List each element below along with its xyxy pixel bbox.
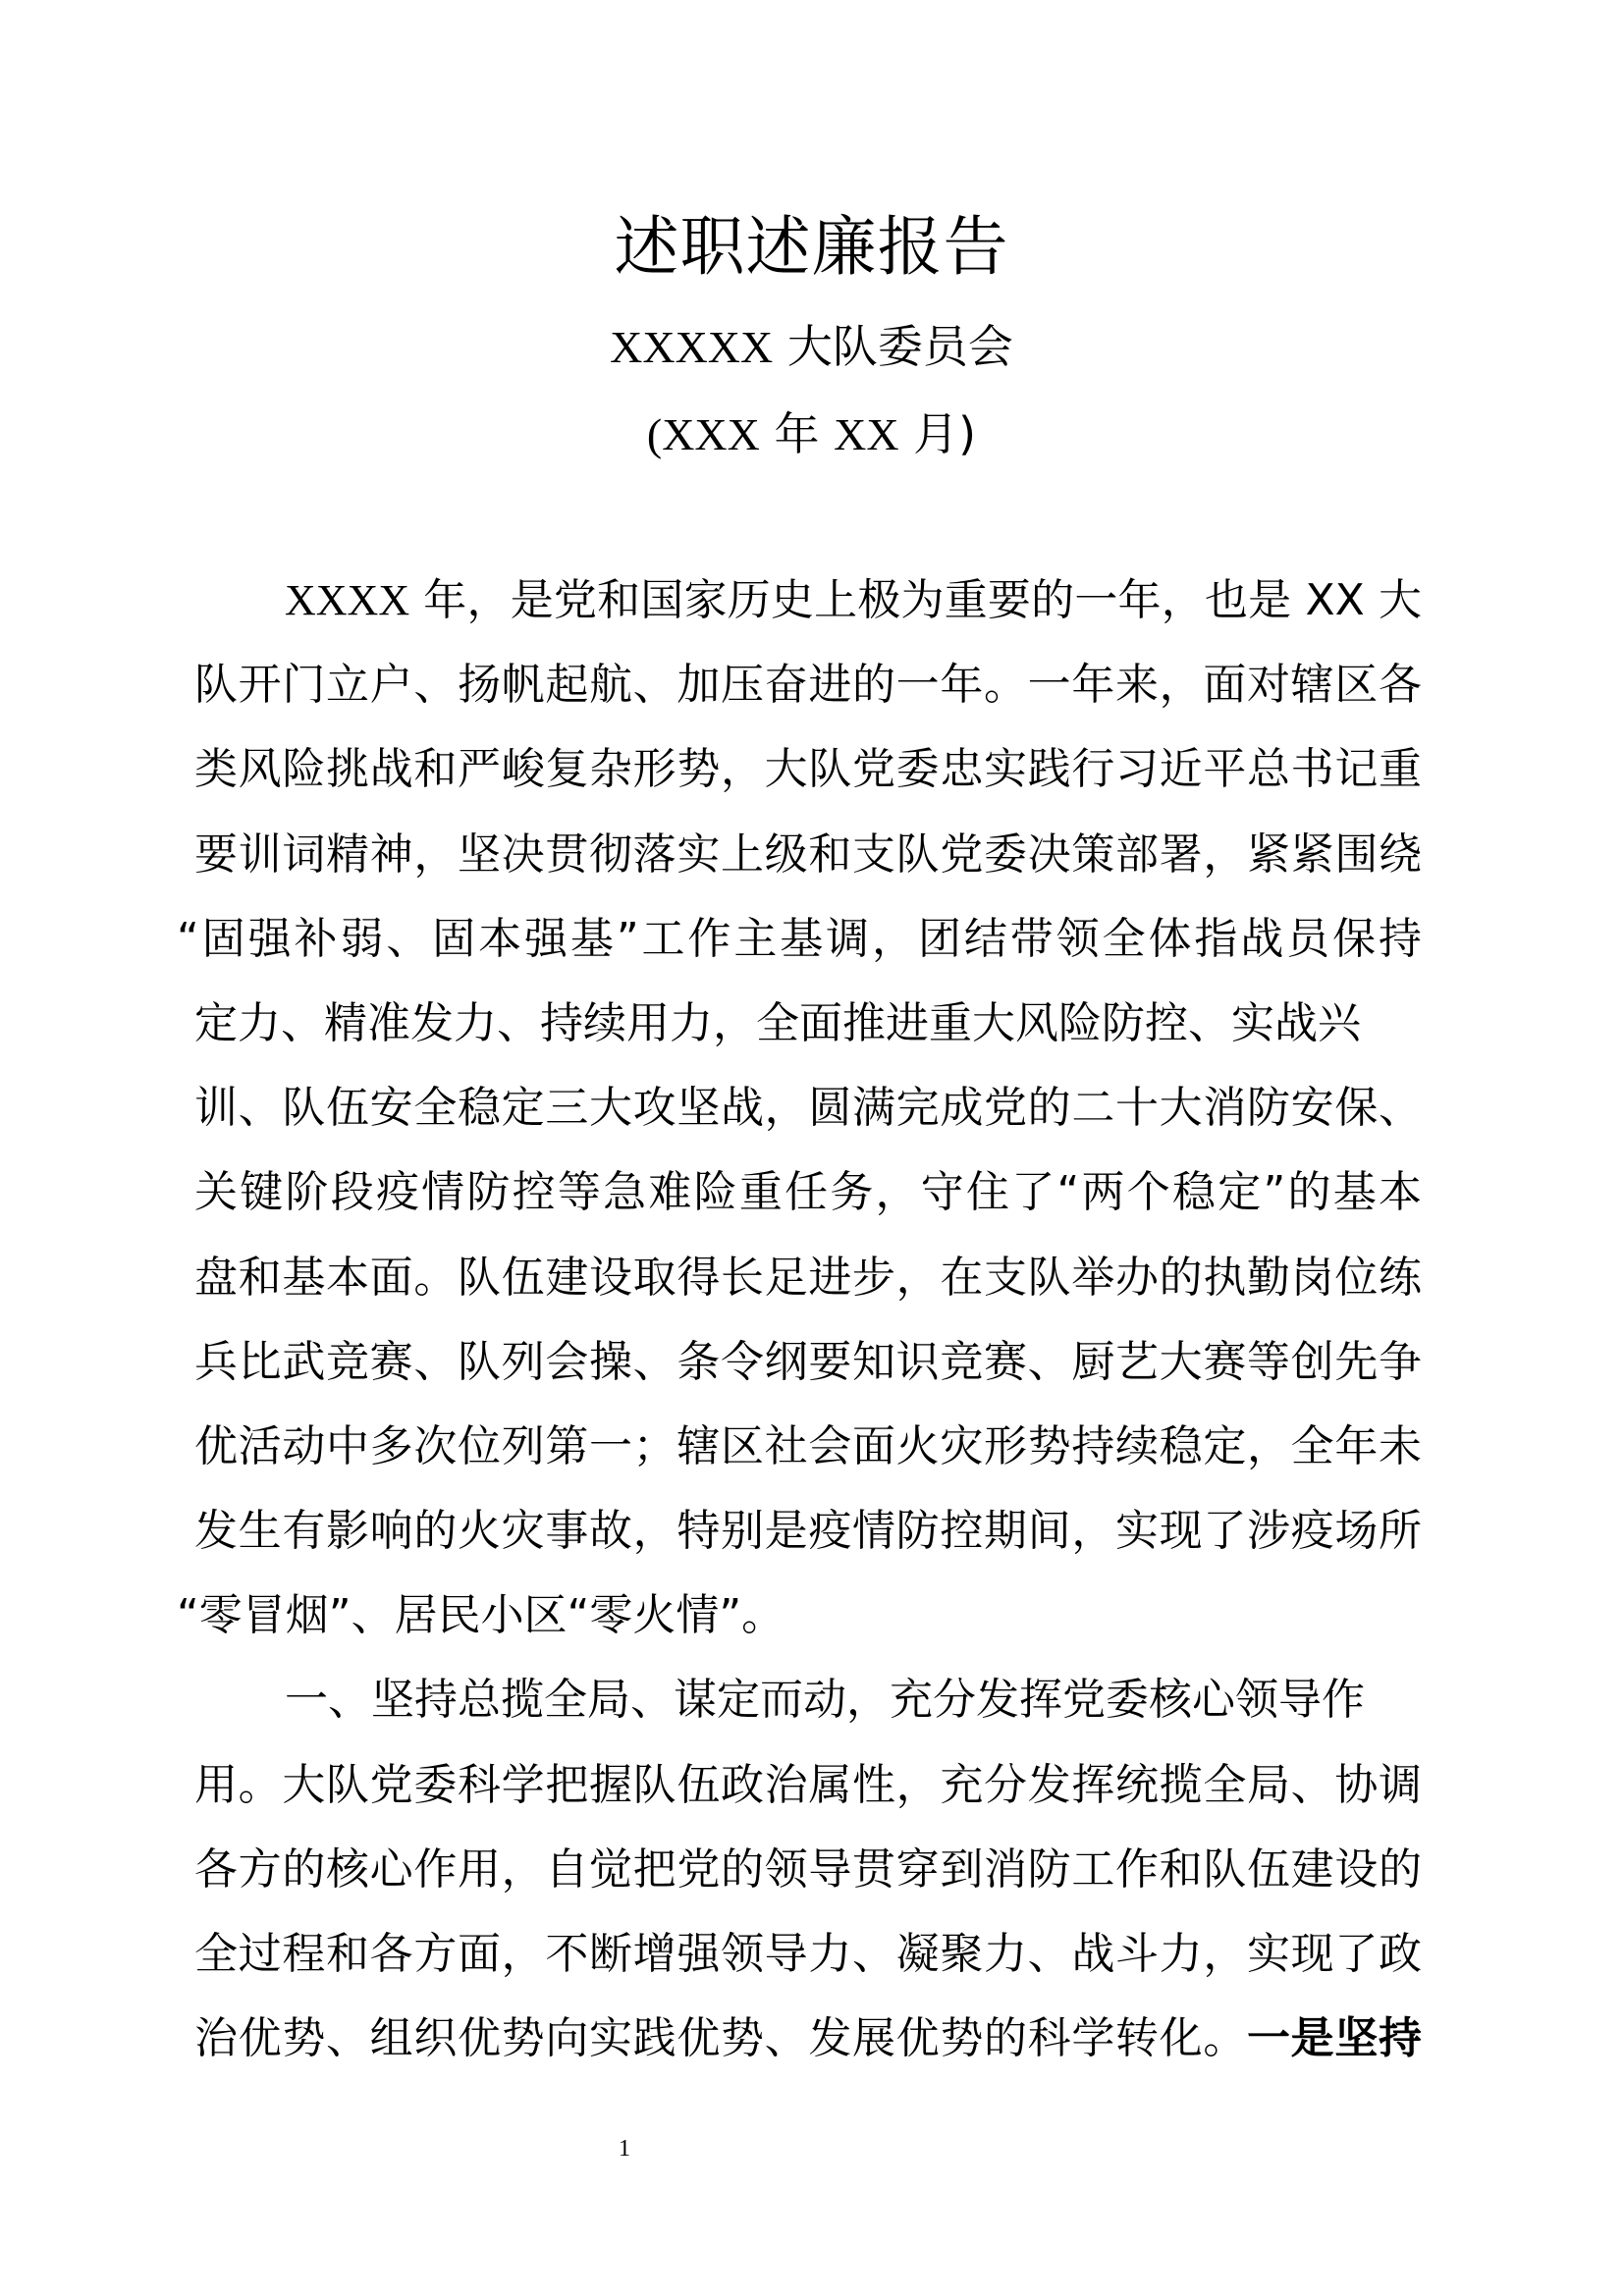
document-organization xyxy=(0,317,1623,377)
page-number: 1 xyxy=(619,2136,630,2162)
paragraph-1-line-1 xyxy=(194,573,1422,658)
bold-point-label: 一是坚持 xyxy=(1247,2013,1422,2064)
paragraph-1-line-9: 盘和基本面。队伍建设取得长足进步，在支队举办的执勤岗位练 xyxy=(194,1252,1422,1303)
paragraph-2-line-5 xyxy=(194,2011,1422,2096)
document-title: 述职述廉报告 xyxy=(614,209,1009,285)
paragraph-1-line-8: 关键阶段疫情防控等急难险重任务，守住了“两个稳定”的基本 xyxy=(194,1167,1422,1218)
organization-name: 大队委员会 xyxy=(773,320,1013,373)
date-year-placeholder: XXX xyxy=(662,409,760,459)
year-placeholder: XXXX xyxy=(285,576,410,624)
paragraph-1-line-12: 发生有影响的火灾事故，特别是疫情防控期间，实现了涉疫场所 xyxy=(194,1506,1422,1557)
document-date xyxy=(0,404,1623,464)
date-year-char: 年 xyxy=(759,407,835,460)
paragraph-1-line-6: 定力、精准发力、持续用力，全面推进重大风险防控、实战兴 xyxy=(194,997,1361,1048)
line-text: 治优势、组织优势向实践优势、发展优势的科学转化。 xyxy=(194,2013,1247,2064)
paragraph-1-line-2: 队开门立户、扬帆起航、加压奋进的一年。一年来，面对辖区各 xyxy=(194,660,1422,711)
document-body xyxy=(177,573,1422,2096)
paragraph-2-line-4: 全过程和各方面，不断增强领导力、凝聚力、战斗力，实现了政 xyxy=(194,1929,1422,1979)
section-1-heading-line: 一、坚持总揽全局、谋定而动，充分发挥党委核心领导作 xyxy=(285,1675,1365,1726)
paragraph-1-line-13: “零冒烟”、居民小区“零火情”。 xyxy=(177,1590,785,1641)
organization-placeholder: XXXXX xyxy=(610,322,774,372)
line-text: 年，是党和国家历史上极为重要的一年，也是 XX 大 xyxy=(409,575,1422,625)
paragraph-1-line-5: “固强补弱、固本强基”工作主基调，团结带领全体指战员保持 xyxy=(177,913,1422,964)
date-open-paren: ( xyxy=(646,409,663,459)
paragraph-1-line-10: 兵比武竞赛、队列会操、条令纲要知识竞赛、厨艺大赛等创先争 xyxy=(194,1336,1422,1387)
paragraph-1-line-7: 训、队伍安全稳定三大攻坚战，圆满完成党的二十大消防安保、 xyxy=(194,1083,1422,1134)
paragraph-2-line-3: 各方的核心作用，自觉把党的领导贯穿到消防工作和队伍建设的 xyxy=(194,1843,1422,1895)
date-month-placeholder: XX xyxy=(834,409,899,459)
date-month-char: 月) xyxy=(898,407,977,460)
paragraph-1-line-11: 优活动中多次位列第一；辖区社会面火灾形势持续稳定，全年未 xyxy=(194,1420,1422,1471)
paragraph-2-line-2: 用。大队党委科学把握队伍政治属性，充分发挥统揽全局、协调 xyxy=(194,1759,1422,1810)
paragraph-1-line-3: 类风险挑战和严峻复杂形势，大队党委忠实践行习近平总书记重 xyxy=(194,744,1422,795)
paragraph-1-line-4: 要训词精神，坚决贯彻落实上级和支队党委决策部署，紧紧围绕 xyxy=(194,828,1422,880)
